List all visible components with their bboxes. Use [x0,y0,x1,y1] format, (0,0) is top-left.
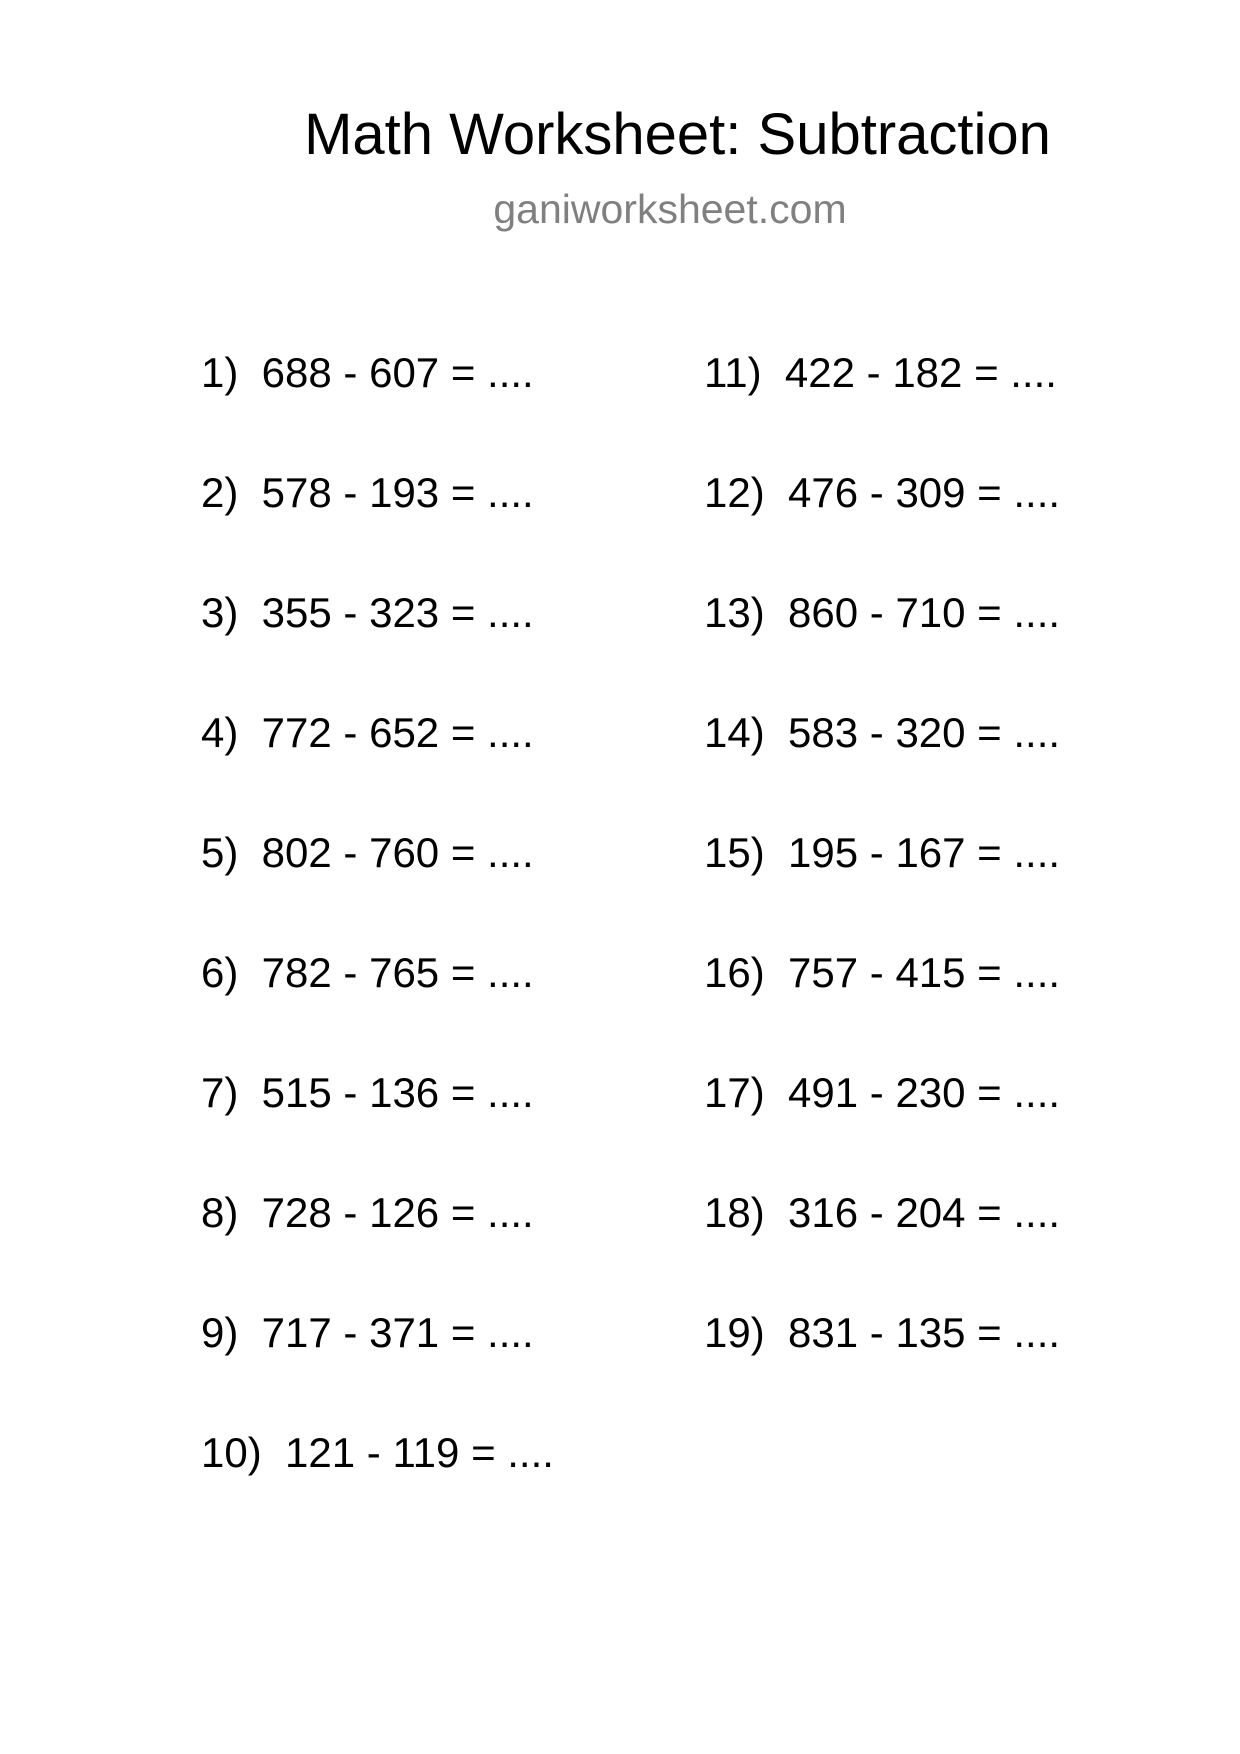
problem-2: 2) 578 - 193 = .... [201,469,534,516]
problem-1: 1) 688 - 607 = .... [201,349,534,396]
problem-4: 4) 772 - 652 = .... [201,709,534,756]
problem-7: 7) 515 - 136 = .... [201,1069,534,1116]
problem-17: 17) 491 - 230 = .... [704,1069,1061,1116]
problem-6: 6) 782 - 765 = .... [201,949,534,996]
problem-14: 14) 583 - 320 = .... [704,709,1061,756]
problem-13: 13) 860 - 710 = .... [704,589,1061,636]
site-name: ganiworksheet.com [493,186,847,232]
problem-16: 16) 757 - 415 = .... [704,949,1061,996]
problem-8: 8) 728 - 126 = .... [201,1189,534,1236]
problem-3: 3) 355 - 323 = .... [201,589,534,636]
problem-19: 19) 831 - 135 = .... [704,1309,1061,1356]
problem-15: 15) 195 - 167 = .... [704,829,1061,876]
problem-5: 5) 802 - 760 = .... [201,829,534,876]
problem-11: 11) 422 - 182 = .... [704,349,1057,396]
problem-12: 12) 476 - 309 = .... [704,469,1061,516]
problem-10: 10) 121 - 119 = .... [201,1429,554,1476]
problem-9: 9) 717 - 371 = .... [201,1309,534,1356]
page-title: Math Worksheet: Subtraction [304,102,1051,167]
problem-18: 18) 316 - 204 = .... [704,1189,1061,1236]
